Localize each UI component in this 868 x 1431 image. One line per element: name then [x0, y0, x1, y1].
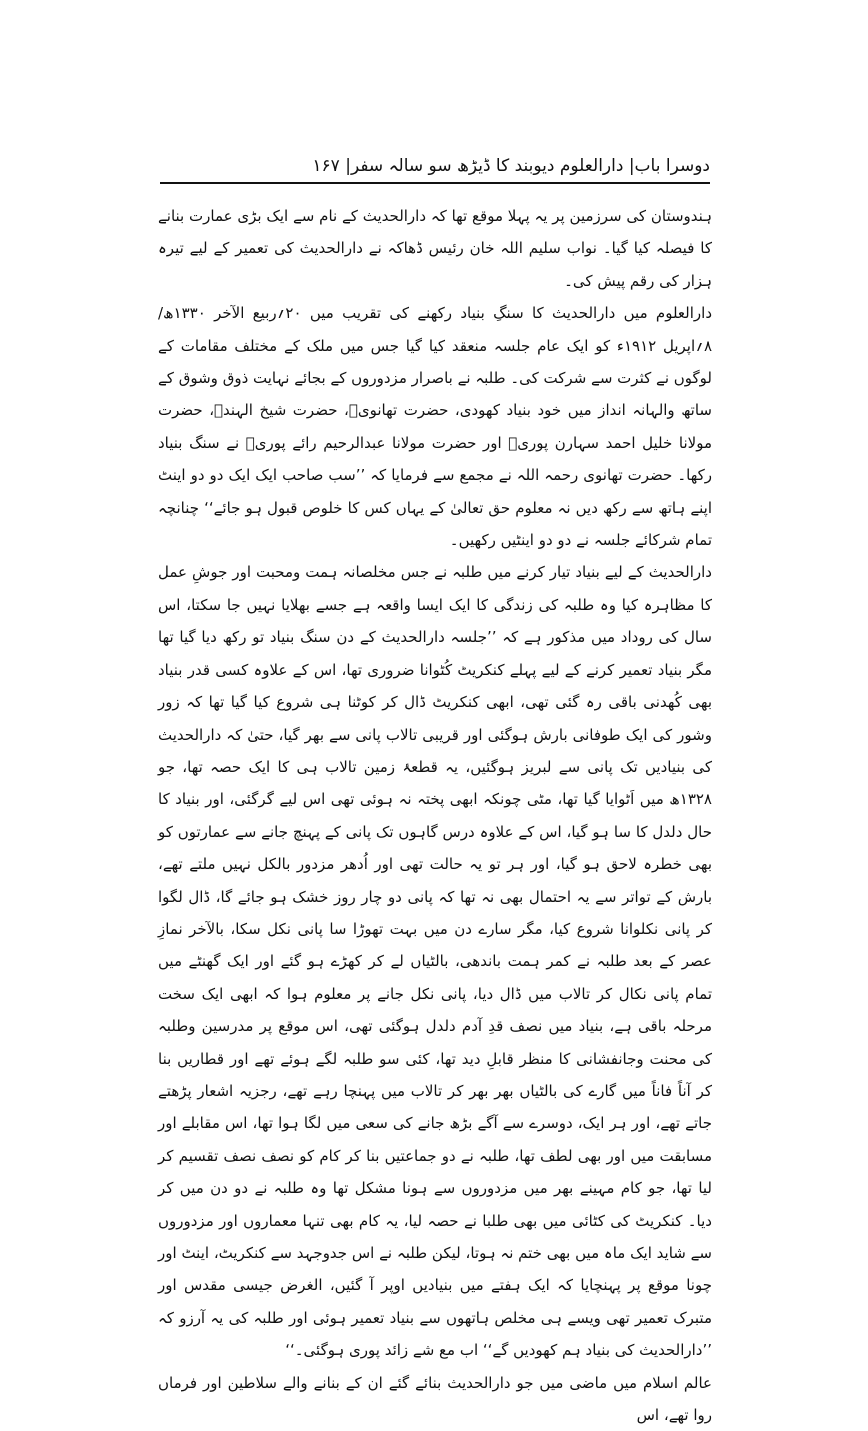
page-header: [160, 150, 710, 186]
page-body: [158, 200, 712, 1431]
paragraph-4: عالم اسلام میں ماضی میں جو دارالحدیث بنائے گئے ان کے بنانے والے سلاطین اور فرماں روا تھے، اس: [158, 1373, 712, 1425]
paragraph-3: دارالحدیث کے لیے بنیاد تیار کرنے میں طلبہ نے جس مخلصانہ ہمت ومحبت اور جوشِ عمل کا مظاہرہ کیا وہ طلبہ کی زندگی کا ایک ایسا واقعہ ہے جسے بھلایا نہیں جا سکتا، اس سال کی روداد میں مذکور ہے کہ ’’جلسہ دارالحدیث کے دن سنگ بنیاد تو رکھ دیا گیا تھا مگر بنیاد تعمیر کرنے کے لیے پہلے کنکریٹ کُٹوانا ضروری تھا، اس کے علاوہ کسی قدر بنیاد بھی کُھدنی باقی رہ گئی تھی، ابھی کنکریٹ ڈال کر کوٹنا ہی شروع کیا گیا تھا کہ زور وشور کی ایک طوفانی بارش ہوگئی اور قریبی تالاب پانی سے بھر گیا، حتیٰ کہ دارالحدیث کی بنیادیں تک پانی سے لبریز ہوگئیں، یہ قطعۂ زمین تالاب ہی کا ایک حصہ تھا، جو ۱۳۲۸ھ میں اَٹوایا گیا تھا، مٹی چونکہ ابھی پختہ نہ ہوئی تھی اس لیے گرگئی، اور بنیاد کا حال دلدل کا سا ہو گیا، اس کے علاوہ درس گاہوں تک پانی کے پہنچ جانے سے عمارتوں کو بھی خطرہ لاحق ہو گیا، اور ہر تو یہ حالت تھی اور اُدھر مزدور بالکل نہیں ملتے تھے، بارش کے تواتر سے یہ احتمال بھی نہ تھا کہ پانی دو چار روز خشک ہو جائے گا، ڈال لگوا کر پانی نکلوانا شروع کیا، مگر سارے دن میں بہت تھوڑا سا پانی نکل سکا، بالآخر نمازِ عصر کے بعد طلبہ نے کمر ہمت باندھی، بالٹیاں لے کر کھڑے ہو گئے اور ایک گھنٹے میں تمام پانی نکال کر تالاب میں ڈال دیا، پانی نکل جانے پر معلوم ہوا کہ ابھی ایک سخت مرحلہ باقی ہے، بنیاد میں نصف قدِ آدم دلدل ہوگئی تھی، اس موقع پر مدرسین وطلبہ کی محنت وجانفشانی کا منظر قابلِ دید تھا، کئی سو طلبہ لگے ہوئے تھے اور قطاریں بنا کر آناً فاناً میں گارے کی بالٹیاں بھر بھر کر تالاب میں پہنچا رہے تھے، رجزیہ اشعار پڑھتے جاتے تھے، اور ہر ایک، دوسرے سے آگے بڑھ جانے کی سعی میں لگا ہوا تھا، اس مقابلے اور مسابقت میں اور بھی لطف تھا، طلبہ نے دو جماعتیں بنا کر کام کو نصف نصف تقسیم کر لیا تھا، جو کام مہینے بھر میں مزدوروں سے ہونا مشکل تھا وہ طلبہ نے دو دن میں کر دیا۔ کنکریٹ کی کٹائی میں بھی طلبا نے حصہ لیا، یہ کام بھی تنہا معماروں اور مزدوروں سے شاید ایک ماہ میں بھی ختم نہ ہوتا، لیکن طلبہ نے اس جدوجہد سے کنکریٹ، اینٹ اور چونا موقع پر پہنچایا کہ ایک ہفتے میں بنیادیں اوپر آ گئیں، الغرض جیسی مقدس اور متبرک تعمیر تھی ویسے ہی مخلص ہاتھوں سے بنیاد تعمیر ہوئی اور طلبہ کی یہ آرزو کہ ’’دارالحدیث کی بنیاد ہم کھودیں گے‘‘ اب مع شے زائد پوری ہوگئی۔‘‘: [158, 563, 712, 1360]
header-rule: [160, 182, 710, 184]
running-header-title: دوسرا باب| دارالعلوم دیوبند کا ڈیڑھ سو سالہ سفر| ۱۶۷: [312, 156, 710, 176]
paragraph-1: ہندوستان کی سرزمین پر یہ پہلا موقع تھا کہ دارالحدیث کے نام سے ایک بڑی عمارت بنانے کا فیصلہ کیا گیا۔ نواب سلیم اللہ خان رئیس ڈھاکہ نے دارالحدیث کی تعمیر کے لیے تیرہ ہزار کی رقم پیش کی۔: [158, 207, 712, 290]
paragraph-2: دارالعلوم میں دارالحدیث کا سنگِ بنیاد رکھنے کی تقریب میں ۲۰؍ربیع الآخر ۱۳۳۰ھ/ ۸؍اپریل ۱۹۱۲ء کو ایک عام جلسہ منعقد کیا گیا جس میں ملک کے مختلف مقامات کے لوگوں نے کثرت سے شرکت کی۔ طلبہ نے باصرار مزدوروں کے بجائے نہایت ذوق وشوق کے ساتھ والہانہ انداز میں خود بنیاد کھودی، حضرت تھانویؒ، حضرت شیخ الہندؒ، حضرت مولانا خلیل احمد سہارن پوریؒ اور حضرت مولانا عبدالرحیم رائے پوریؒ نے سنگ بنیاد رکھا۔ حضرت تھانوی رحمہ اللہ نے مجمع سے فرمایا کہ ’’سب صاحب ایک ایک دو دو اینٹ اپنے ہاتھ سے رکھ دیں نہ معلوم حق تعالیٰ کے یہاں کس کا خلوص قبول ہو جائے‘‘ چنانچہ تمام شرکائے جلسہ نے دو دو اینٹیں رکھیں۔: [158, 304, 712, 550]
